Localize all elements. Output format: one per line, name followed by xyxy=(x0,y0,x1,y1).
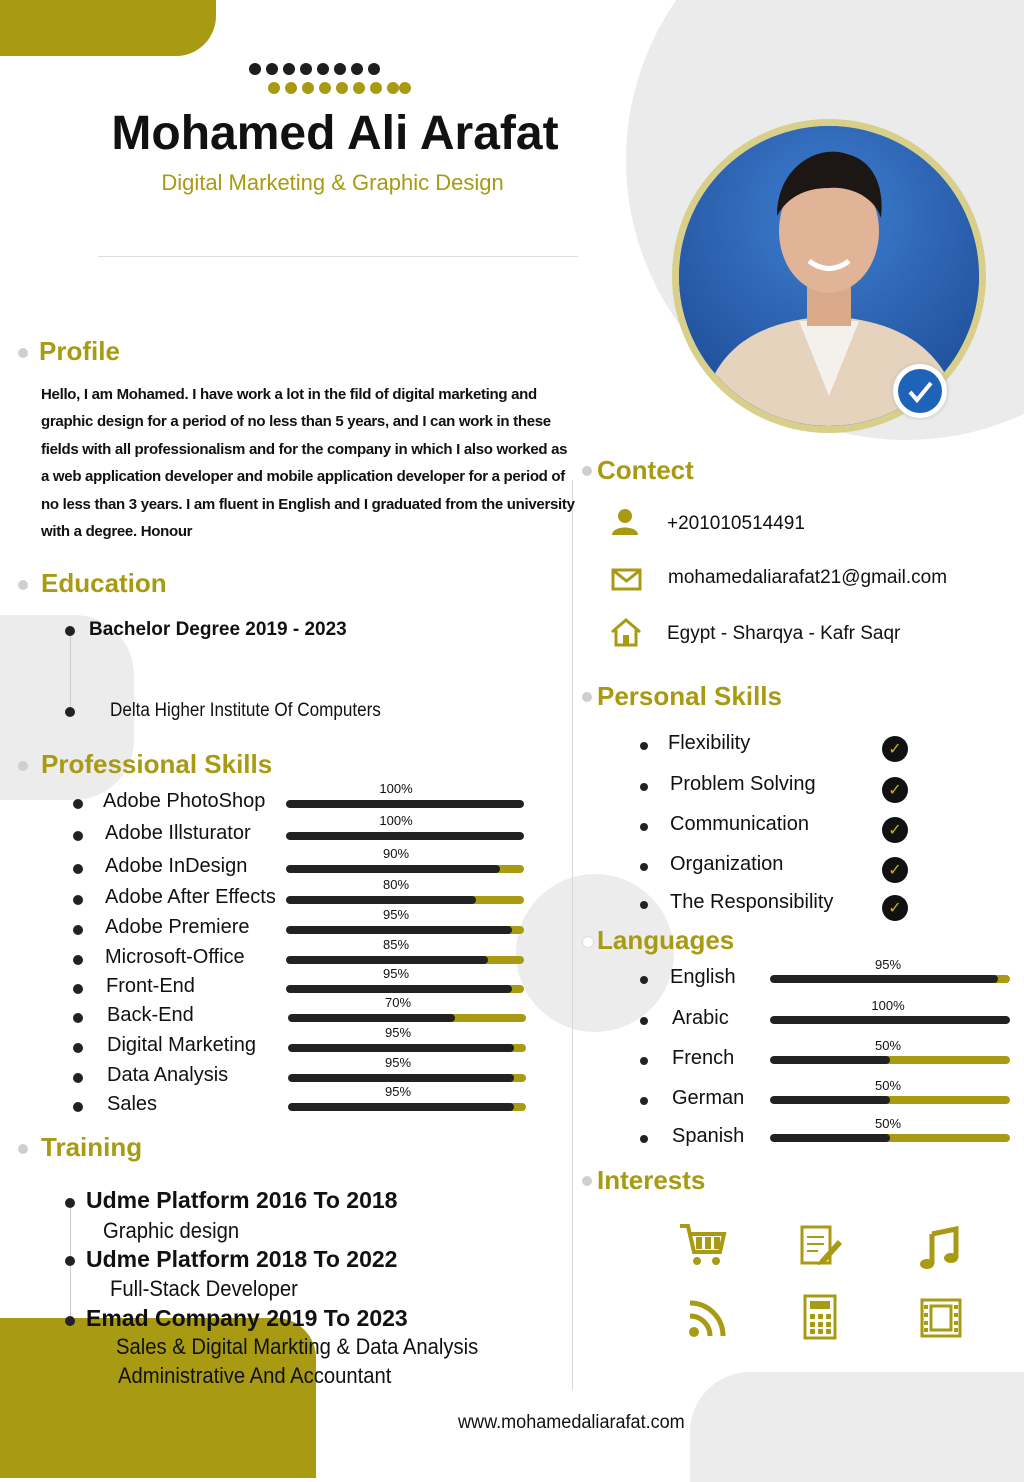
check-icon: ✓ xyxy=(882,817,908,843)
training-item-detail: Full-Stack Developer xyxy=(110,1276,298,1301)
language-bar-fill xyxy=(770,1134,890,1142)
skill-bullet xyxy=(73,1043,83,1053)
contact-email: mohamedaliarafat21@gmail.com xyxy=(668,567,948,588)
language-percent: 50% xyxy=(874,1078,902,1093)
language-bar-fill xyxy=(770,1056,890,1064)
education-heading: Education xyxy=(41,568,167,598)
language-name: Arabic xyxy=(672,1007,729,1029)
skill-bar-fill xyxy=(286,800,524,808)
skill-percent: 95% xyxy=(382,907,410,922)
person-name: Mohamed Ali Arafat xyxy=(111,107,559,160)
dots-pattern-icon xyxy=(249,62,429,98)
skill-bullet xyxy=(73,925,83,935)
person-icon xyxy=(610,508,640,536)
languages-heading: Languages xyxy=(597,925,735,955)
home-icon xyxy=(610,617,642,647)
check-icon: ✓ xyxy=(882,895,908,921)
skill-bar-fill xyxy=(286,832,524,840)
contact-section-dot xyxy=(582,466,592,476)
column-divider xyxy=(572,480,573,1390)
skill-bar xyxy=(286,956,524,964)
check-icon: ✓ xyxy=(882,777,908,803)
envelope-icon xyxy=(611,568,643,592)
language-bar-fill xyxy=(770,1016,1010,1024)
website-link[interactable]: www.mohamedaliarafat.com xyxy=(458,1412,685,1433)
person-title: Digital Marketing & Graphic Design xyxy=(161,170,504,195)
skill-percent: 80% xyxy=(382,877,410,892)
training-bullet xyxy=(65,1316,75,1326)
skill-bar-fill xyxy=(286,956,488,964)
education-bullet xyxy=(65,626,75,636)
language-bullet xyxy=(640,976,648,984)
training-bullet xyxy=(65,1256,75,1266)
music-note-icon xyxy=(918,1226,964,1272)
contact-address: Egypt - Sharqya - Kafr Saqr xyxy=(667,623,901,644)
skill-bullet xyxy=(73,1013,83,1023)
language-bullet xyxy=(640,1097,648,1105)
profile-line: Hello, I am Mohamed. I have work a lot in the fild of digital marketing and xyxy=(41,386,537,403)
training-item-title: Udme Platform 2018 To 2022 xyxy=(86,1246,398,1272)
personal-skill-bullet xyxy=(640,823,648,831)
skill-bullet xyxy=(73,1073,83,1083)
profile-line: fields with all professionalism and for the company in which I also worked as xyxy=(41,440,568,458)
pro-skills-section-dot xyxy=(18,761,28,771)
skill-bar xyxy=(288,1074,526,1082)
skill-name: Adobe InDesign xyxy=(105,855,248,877)
contact-heading: Contect xyxy=(597,455,694,485)
language-bullet xyxy=(640,1057,648,1065)
skill-name: Adobe PhotoShop xyxy=(103,790,266,812)
skill-bar xyxy=(288,1014,526,1022)
training-item-detail: Sales & Digital Markting & Data Analysis xyxy=(116,1334,479,1359)
personal-skill-bullet xyxy=(640,783,648,791)
skill-bullet xyxy=(73,864,83,874)
calculator-icon xyxy=(802,1294,848,1340)
profile-section-dot xyxy=(18,348,28,358)
skill-bar-fill xyxy=(286,865,500,873)
pro-skills-heading: Professional Skills xyxy=(41,749,273,779)
education-bullet xyxy=(65,707,75,717)
personal-skill-bullet xyxy=(640,863,648,871)
personal-skill-bullet xyxy=(640,742,648,750)
personal-skills-heading: Personal Skills xyxy=(597,681,782,711)
interests-heading: Interests xyxy=(597,1165,706,1195)
skill-bar xyxy=(286,985,524,993)
skill-percent: 85% xyxy=(382,937,410,952)
shopping-cart-icon xyxy=(678,1222,724,1268)
skill-name: Sales xyxy=(107,1093,158,1115)
skill-bullet xyxy=(73,1102,83,1112)
profile-line: no less than 3 years. I am fluent in English and I graduated from the university xyxy=(41,495,575,513)
skill-bar-fill xyxy=(286,985,512,993)
education-timeline-line xyxy=(70,632,71,710)
language-percent: 50% xyxy=(874,1116,902,1131)
skill-bar-fill xyxy=(288,1044,514,1052)
header-dots xyxy=(249,62,429,98)
skill-percent: 100% xyxy=(379,813,413,828)
verified-badge xyxy=(893,364,947,418)
language-percent: 95% xyxy=(874,957,902,972)
training-section-dot xyxy=(18,1144,28,1154)
education-section-dot xyxy=(18,580,28,590)
language-percent: 100% xyxy=(871,998,905,1013)
personal-skill-name: Problem Solving xyxy=(670,773,816,795)
profile-line: graphic design for a period of no less than 5 years, and I can work in these xyxy=(41,413,551,431)
training-heading: Training xyxy=(41,1132,143,1162)
language-bullet xyxy=(640,1135,648,1143)
profile-line: with a degree. Honour xyxy=(41,523,193,541)
skill-bar xyxy=(288,1103,526,1111)
skill-name: Front-End xyxy=(106,975,195,997)
language-percent: 50% xyxy=(874,1038,902,1053)
film-icon xyxy=(920,1298,966,1344)
skill-bullet xyxy=(73,831,83,841)
personal-skill-name: Organization xyxy=(670,853,784,875)
skill-bar-fill xyxy=(288,1014,455,1022)
training-bullet xyxy=(65,1198,75,1208)
skill-percent: 95% xyxy=(384,1025,412,1040)
skill-name: Adobe Premiere xyxy=(105,916,250,938)
check-icon: ✓ xyxy=(882,857,908,883)
skill-bar xyxy=(286,800,524,808)
interests-section-dot xyxy=(582,1176,592,1186)
skill-bar-fill xyxy=(288,1103,514,1111)
skill-bullet xyxy=(73,984,83,994)
language-bar-fill xyxy=(770,1096,890,1104)
language-bar xyxy=(770,1096,1010,1104)
bottom-right-gray-shape xyxy=(690,1372,1024,1482)
skill-bar-fill xyxy=(286,896,476,904)
skill-percent: 100% xyxy=(379,781,413,796)
skill-percent: 95% xyxy=(384,1084,412,1099)
skill-bar-fill xyxy=(286,926,512,934)
education-degree: Bachelor Degree 2019 - 2023 xyxy=(89,619,347,640)
personal-skill-name: Flexibility xyxy=(668,732,751,754)
education-institute: Delta Higher Institute Of Computers xyxy=(110,700,381,721)
language-name: French xyxy=(672,1047,735,1069)
skill-name: Adobe Illsturator xyxy=(105,822,251,844)
training-item-title: Emad Company 2019 To 2023 xyxy=(86,1305,408,1331)
skill-percent: 70% xyxy=(384,995,412,1010)
language-name: German xyxy=(672,1087,745,1109)
language-bar xyxy=(770,975,1010,983)
skill-name: Data Analysis xyxy=(107,1064,229,1086)
skill-name: Adobe After Effects xyxy=(105,886,276,908)
skill-bar xyxy=(288,1044,526,1052)
personal-skill-name: Communication xyxy=(670,813,809,835)
language-bar-fill xyxy=(770,975,998,983)
skill-bar xyxy=(286,896,524,904)
top-left-olive-shape xyxy=(0,0,216,56)
rss-feed-icon xyxy=(686,1298,732,1344)
skill-name: Microsoft-Office xyxy=(105,946,245,968)
profile-heading: Profile xyxy=(39,336,120,366)
training-item-detail: Administrative And Accountant xyxy=(118,1363,392,1388)
skill-bar xyxy=(286,926,524,934)
personal-skill-bullet xyxy=(640,901,648,909)
language-bar xyxy=(770,1056,1010,1064)
skill-bullet xyxy=(73,799,83,809)
language-bar xyxy=(770,1134,1010,1142)
check-icon: ✓ xyxy=(882,736,908,762)
language-bar xyxy=(770,1016,1010,1024)
languages-section-dot xyxy=(582,936,594,948)
skill-name: Digital Marketing xyxy=(107,1034,256,1056)
language-name: English xyxy=(670,966,736,988)
header-divider xyxy=(98,256,578,257)
skill-name: Back-End xyxy=(107,1004,194,1026)
language-name: Spanish xyxy=(672,1125,745,1147)
language-bullet xyxy=(640,1017,648,1025)
skill-bar xyxy=(286,832,524,840)
skill-bullet xyxy=(73,895,83,905)
skill-bar-fill xyxy=(288,1074,514,1082)
skill-percent: 90% xyxy=(382,846,410,861)
skill-percent: 95% xyxy=(384,1055,412,1070)
profile-line: a web application developer and mobile application developer for a period of xyxy=(41,468,565,486)
skill-bullet xyxy=(73,955,83,965)
verified-check-icon xyxy=(893,364,947,418)
personal-skills-section-dot xyxy=(582,692,592,702)
training-item-title: Udme Platform 2016 To 2018 xyxy=(86,1187,398,1213)
profile-text xyxy=(41,381,581,545)
skill-bar xyxy=(286,865,524,873)
personal-skill-name: The Responsibility xyxy=(670,891,834,913)
skill-percent: 95% xyxy=(382,966,410,981)
training-item-detail: Graphic design xyxy=(103,1218,240,1243)
contact-phone: +201010514491 xyxy=(667,513,805,534)
notepad-pencil-icon xyxy=(798,1222,844,1268)
